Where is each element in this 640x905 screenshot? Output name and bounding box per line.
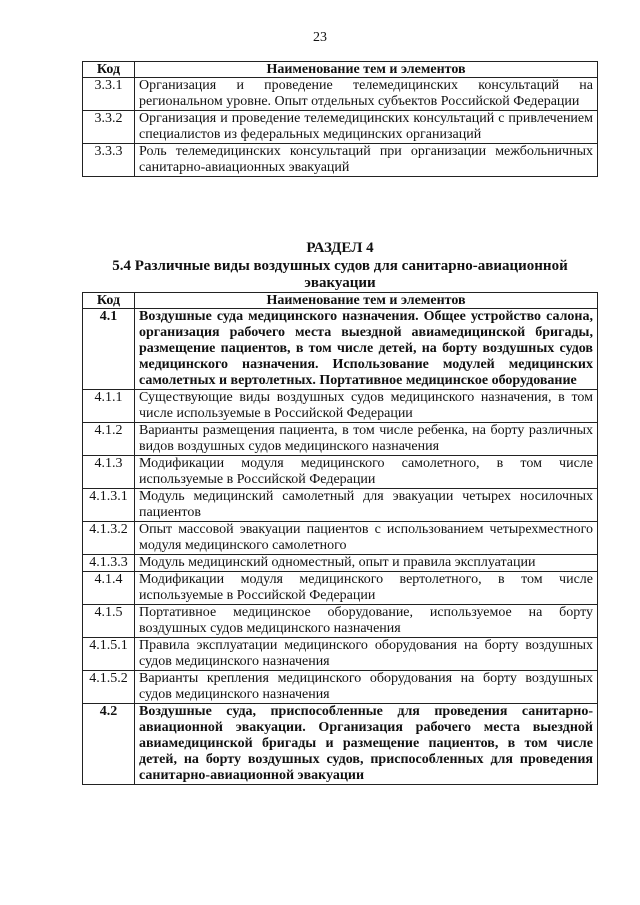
table-row xyxy=(83,704,598,785)
row-topic: Модуль медицинский одноместный, опыт и правила эксплуатации xyxy=(135,555,598,572)
row-code: 4.2 xyxy=(83,704,135,785)
row-code: 4.1 xyxy=(83,309,135,390)
row-topic: Модификации модуля медицинского самолетного, в том числе используемые в Российской Федерации xyxy=(135,456,598,489)
table-body xyxy=(83,309,598,785)
column-header-code: Код xyxy=(83,293,135,309)
table-row xyxy=(83,390,598,423)
row-topic: Модуль медицинский самолетный для эвакуации четырех носилочных пациентов xyxy=(135,489,598,522)
row-code: 4.1.3.3 xyxy=(83,555,135,572)
row-topic: Опыт массовой эвакуации пациентов с использованием четырехместного модуля медицинского самолетного xyxy=(135,522,598,555)
row-code: 4.1.5.2 xyxy=(83,671,135,704)
row-topic: Воздушные суда медицинского назначения. Общее устройство салона, организация рабочего места выездной авиамедицинской бригады, размещение пациентов, в том числе детей, на борту воздушных судов медицинского назначения. Использование модулей медицинских самолетных и вертолетных. Портативное медицинское оборудование xyxy=(135,309,598,390)
row-code: 4.1.5 xyxy=(83,605,135,638)
table-row xyxy=(83,423,598,456)
table-row xyxy=(83,144,598,177)
row-code: 3.3.3 xyxy=(83,144,135,177)
column-header-name: Наименование тем и элементов xyxy=(135,62,598,78)
row-topic: Организация и проведение телемедицинских консультаций на региональном уровне. Опыт отдельных субъектов Российской Федерации xyxy=(135,78,598,111)
row-topic: Портативное медицинское оборудование, используемое на борту воздушных судов медицинского назначения xyxy=(135,605,598,638)
row-topic: Существующие виды воздушных судов медицинского назначения, в том числе используемые в Российской Федерации xyxy=(135,390,598,423)
row-code: 4.1.3.2 xyxy=(83,522,135,555)
table-row xyxy=(83,111,598,144)
table-header-row xyxy=(83,62,598,78)
table-row xyxy=(83,456,598,489)
topics-table-section-3 xyxy=(82,61,598,177)
row-topic: Варианты размещения пациента, в том числе ребенка, на борту различных видов воздушных судов медицинского назначения xyxy=(135,423,598,456)
row-topic: Варианты крепления медицинского оборудования на борту воздушных судов медицинского назначения xyxy=(135,671,598,704)
row-code: 4.1.3 xyxy=(83,456,135,489)
table-row xyxy=(83,572,598,605)
table-row xyxy=(83,638,598,671)
row-topic: Модификации модуля медицинского вертолетного, в том числе используемые в Российской Федерации xyxy=(135,572,598,605)
table-row xyxy=(83,489,598,522)
row-code: 4.1.3.1 xyxy=(83,489,135,522)
row-code: 4.1.2 xyxy=(83,423,135,456)
row-topic: Воздушные суда, приспособленные для проведения санитарно-авиационной эвакуации. Организация рабочего места выездной авиамедицинской бригады и размещение пациентов, в том числе детей, на борту воздушных судов, приспособленных для проведения санитарно-авиационной эвакуации xyxy=(135,704,598,785)
table-row xyxy=(83,78,598,111)
table-row xyxy=(83,605,598,638)
table-row xyxy=(83,522,598,555)
row-code: 4.1.4 xyxy=(83,572,135,605)
section-number: РАЗДЕЛ 4 xyxy=(306,240,374,256)
row-topic: Организация и проведение телемедицинских консультаций с привлечением специалистов из федеральных медицинских организаций xyxy=(135,111,598,144)
row-code: 4.1.5.1 xyxy=(83,638,135,671)
column-header-name: Наименование тем и элементов xyxy=(135,293,598,309)
table-row xyxy=(83,555,598,572)
table-row xyxy=(83,309,598,390)
page-number: 23 xyxy=(313,30,327,45)
row-code: 4.1.1 xyxy=(83,390,135,423)
table-header-row xyxy=(83,293,598,309)
table-body xyxy=(83,78,598,177)
table-row xyxy=(83,671,598,704)
row-code: 3.3.2 xyxy=(83,111,135,144)
row-topic: Правила эксплуатации медицинского оборудования на борту воздушных судов медицинского назначения xyxy=(135,638,598,671)
topics-table-section-4 xyxy=(82,292,598,785)
row-topic: Роль телемедицинских консультаций при организации межбольничных санитарно-авиационных эвакуаций xyxy=(135,144,598,177)
section-title: 5.4 Различные виды воздушных судов для санитарно-авиационной эвакуации xyxy=(112,258,568,291)
column-header-code: Код xyxy=(83,62,135,78)
row-code: 3.3.1 xyxy=(83,78,135,111)
